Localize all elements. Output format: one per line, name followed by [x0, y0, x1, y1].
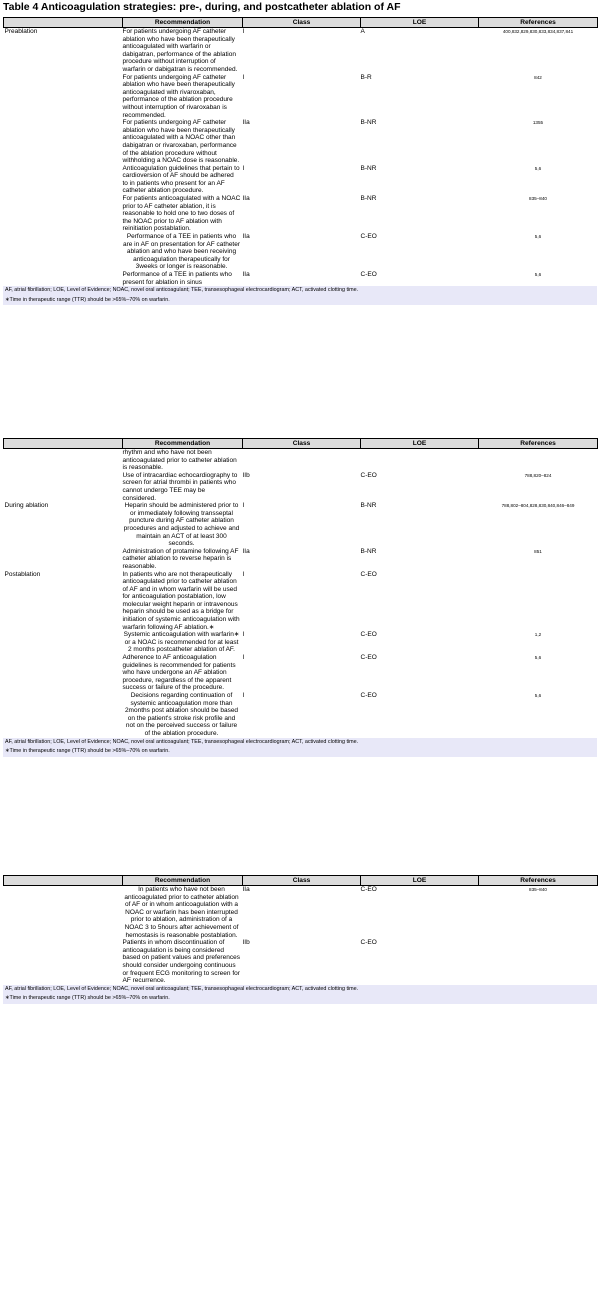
table-row [4, 571, 598, 632]
class-cell: IIa [242, 195, 250, 203]
recommendation-column-header: Recommendation [123, 439, 243, 449]
loe-cell: C-EO [360, 939, 377, 947]
loe-cell: C-EO [360, 631, 377, 639]
table-row [4, 886, 598, 940]
class-cell: IIb [242, 939, 250, 947]
class-cell: I [242, 73, 245, 81]
phase-column-header [4, 439, 123, 449]
table-row [4, 165, 598, 195]
recommendation-cell: Heparin should be administered prior to or immediately following transseptal puncture during AF catheter ablation procedures and adjusted to achieve and maintain an ACT of at least 300 seconds. [123, 502, 240, 548]
recommendation-column-header: Recommendation [123, 18, 243, 28]
phase-cell: During ablation [4, 502, 49, 510]
phase-cell [4, 165, 123, 195]
references-column-header: References [479, 439, 598, 449]
class-cell: IIa [242, 271, 250, 278]
phase-cell [4, 74, 123, 120]
class-column-header: Class [243, 18, 361, 28]
phase-cell [4, 692, 123, 738]
references-cell: 835–840 [529, 196, 547, 202]
table-footnote [3, 738, 597, 757]
class-cell [243, 449, 361, 472]
phase-cell [4, 472, 123, 502]
ttr-footnote: ∗Time in therapeutic range (TTR) should be >65%–70% on warfarin. [5, 748, 170, 755]
class-column-header: Class [243, 439, 361, 449]
class-cell: IIa [242, 547, 250, 555]
table-row [4, 654, 598, 692]
table-footnote [3, 286, 597, 305]
phase-column-header [4, 18, 123, 28]
references-cell [479, 939, 598, 985]
references-cell: 1355 [532, 120, 544, 126]
phase-cell [4, 119, 123, 165]
loe-cell: B-R [360, 73, 372, 81]
recommendation-cell: For patients anticoagulated with a NOAC prior to AF catheter ablation, it is reasonable to hold one to two doses of the NOAC prior to AF ablation with reinitiation postablation. [122, 195, 241, 233]
loe-cell: B-NR [360, 164, 377, 172]
class-cell: IIa [242, 233, 250, 241]
loe-column-header: LOE [361, 439, 479, 449]
phase-cell [4, 548, 123, 571]
references-cell: 842 [534, 74, 542, 80]
loe-cell: B-NR [360, 119, 377, 127]
table-title: Table 4 Anticoagulation strategies: pre-, during, and postcatheter ablation of AF [3, 1, 401, 13]
recommendation-cell: For patients undergoing AF catheter ablation who have been therapeutically anticoagulated with a NOAC other than dabigatran or rivaroxaban, performance of the ablation procedure without withholding a NOAC dose is reasonable. [122, 119, 240, 165]
references-cell: 5,6 [534, 655, 542, 661]
table-row [4, 119, 598, 165]
references-cell: 1,2 [534, 632, 542, 638]
recommendation-cell: Use of intracardiac echocardiography to screen for atrial thrombi in patients who cannot undergo TEE may be considered. [122, 471, 238, 502]
phase-cell [4, 271, 123, 286]
references-cell: 851 [534, 548, 542, 554]
phase-cell [4, 886, 123, 940]
table-row [4, 28, 598, 74]
loe-cell: A [360, 28, 365, 35]
recommendation-column-header: Recommendation [123, 876, 243, 886]
table-block-2 [3, 438, 597, 757]
recommendations-table [3, 875, 598, 985]
phase-cell [4, 449, 123, 472]
table-row [4, 631, 598, 654]
loe-cell: B-NR [360, 502, 377, 510]
class-cell: I [242, 631, 245, 639]
references-cell: 5,6 [534, 165, 542, 171]
phase-cell: Postablation [4, 570, 41, 578]
recommendation-cell: rhythm and who have not been anticoagulated prior to catheter ablation is reasonable. [122, 449, 237, 472]
recommendation-cell: For patients undergoing AF catheter ablation who have been therapeutically anticoagulated with warfarin or dabigatran, performance of the ablation procedure without interruption of warfarin or dabigatran is recommended. [122, 28, 238, 73]
abbreviations-footnote: AF, atrial fibrillation; LOE, Level of Evidence; NOAC, novel oral anticoagulant; TEE, transesophageal electrocardiogram; ACT, activated clotting time. [5, 738, 359, 745]
table-block-3 [3, 875, 597, 1004]
class-cell: IIa [242, 119, 250, 127]
recommendation-cell: For patients undergoing AF catheter ablation who have been therapeutically anticoagulated with rivaroxaban, performance of the ablation procedure without interruption of rivaroxaban is recommended. [122, 73, 235, 119]
class-column-header: Class [243, 876, 361, 886]
table-row [4, 548, 598, 571]
loe-cell: C-EO [360, 886, 377, 893]
phase-cell [4, 631, 123, 654]
loe-cell: C-EO [360, 271, 377, 278]
recommendation-cell: Decisions regarding continuation of systemic anticoagulation more than 2months post ablation should be based on the patient's stroke risk profile and not on the perceived success or failure of the ablation procedure. [124, 692, 239, 737]
recommendation-cell: Administration of protamine following AF catheter ablation to reverse heparin is reasonable. [122, 547, 239, 570]
recommendation-cell: Patients in whom discontinuation of anticoagulation is being considered based on patient values and preferences should consider undergoing continuous or frequent ECG monitoring to screen for AF recurrence. [122, 939, 240, 985]
recommendation-cell: Anticoagulation guidelines that pertain to cardioversion of AF should be adhered to in patients who present for an AF catheter ablation procedure. [122, 164, 240, 195]
loe-cell: C-EO [360, 654, 377, 662]
table-row [4, 233, 598, 271]
loe-cell [361, 449, 479, 472]
references-cell [479, 571, 598, 632]
recommendation-cell: Systemic anticoagulation with warfarin∗ or a NOAC is recommended for at least 2 months postcatheter ablation of AF. [123, 631, 240, 654]
table-block-1 [3, 17, 597, 305]
table-row [4, 692, 598, 738]
abbreviations-footnote: AF, atrial fibrillation; LOE, Level of Evidence; NOAC, novel oral anticoagulant; TEE, transesophageal electrocardiogram; ACT, activated clotting time. [5, 287, 359, 294]
class-cell: I [242, 164, 245, 172]
phase-cell [4, 939, 123, 985]
class-cell: I [242, 502, 245, 510]
loe-column-header: LOE [361, 876, 479, 886]
ttr-footnote: ∗Time in therapeutic range (TTR) should be >65%–70% on warfarin. [5, 296, 170, 303]
loe-cell: C-EO [360, 570, 377, 578]
class-cell: IIb [242, 471, 250, 479]
table-row [4, 502, 598, 548]
phase-cell [4, 233, 123, 271]
phase-cell [4, 654, 123, 692]
loe-cell: C-EO [360, 233, 377, 241]
class-cell: I [242, 692, 245, 699]
loe-cell: B-NR [360, 547, 377, 555]
phase-column-header [4, 876, 123, 886]
class-cell: I [242, 654, 245, 662]
table-row [4, 939, 598, 985]
table-row [4, 271, 598, 286]
loe-cell: B-NR [360, 195, 377, 203]
recommendations-table [3, 17, 598, 286]
table-row [4, 74, 598, 120]
phase-cell [4, 195, 123, 233]
table-footnote [3, 985, 597, 1004]
class-cell: I [242, 28, 245, 35]
recommendation-cell: In patients who have not been anticoagulated prior to catheter ablation of AF or in whom anticoagulation with a NOAC or warfarin has been interrupted prior to ablation, administration of a NOAC 3 to 5hours after achievement of hemostasis is reasonable postablation. [124, 886, 239, 939]
class-cell: I [242, 570, 245, 578]
table-row [4, 472, 598, 502]
table-row [4, 449, 598, 472]
references-cell: 400,832,829,830,833,834,837,841 [502, 29, 574, 34]
table-row [4, 195, 598, 233]
references-cell: 788,820–824 [524, 472, 552, 478]
references-cell [479, 449, 598, 472]
ttr-footnote: ∗Time in therapeutic range (TTR) should be >65%–70% on warfarin. [5, 995, 170, 1002]
loe-column-header: LOE [361, 18, 479, 28]
loe-cell: C-EO [360, 471, 377, 479]
class-cell: IIa [242, 886, 250, 893]
references-cell: 5,6 [534, 272, 542, 277]
references-column-header: References [479, 18, 598, 28]
references-cell: 835–840 [529, 887, 547, 892]
loe-cell: C-EO [360, 692, 377, 699]
recommendation-cell: In patients who are not therapeutically anticoagulated prior to catheter ablation of AF and in whom warfarin will be used for anticoagulation postablation, low molecular weight heparin or intravenous heparin should be used as a bridge for initiation of systemic anticoagulation with warfarin following AF ablation.∗ [122, 570, 240, 631]
recommendation-cell: Performance of a TEE in patients who are in AF on presentation for AF catheter ablation and who have been receiving anticoagulation therapeutically for 3weeks or longer is reasonable. [122, 233, 241, 271]
references-cell: 5,6 [534, 234, 542, 240]
recommendation-cell: Adherence to AF anticoagulation guidelines is recommended for patients who have undergone an AF ablation procedure, regardless of the apparent success or failure of the procedure. [122, 654, 236, 692]
references-cell: 5,6 [534, 693, 542, 698]
recommendations-table [3, 438, 598, 738]
abbreviations-footnote: AF, atrial fibrillation; LOE, Level of Evidence; NOAC, novel oral anticoagulant; TEE, transesophageal electrocardiogram; ACT, activated clotting time. [5, 985, 359, 992]
recommendation-cell: Performance of a TEE in patients who present for ablation in sinus [122, 271, 232, 286]
references-column-header: References [479, 876, 598, 886]
references-cell: 788,802–804,828,830,840,846–849 [501, 503, 575, 509]
phase-cell: Preablation [4, 28, 38, 35]
